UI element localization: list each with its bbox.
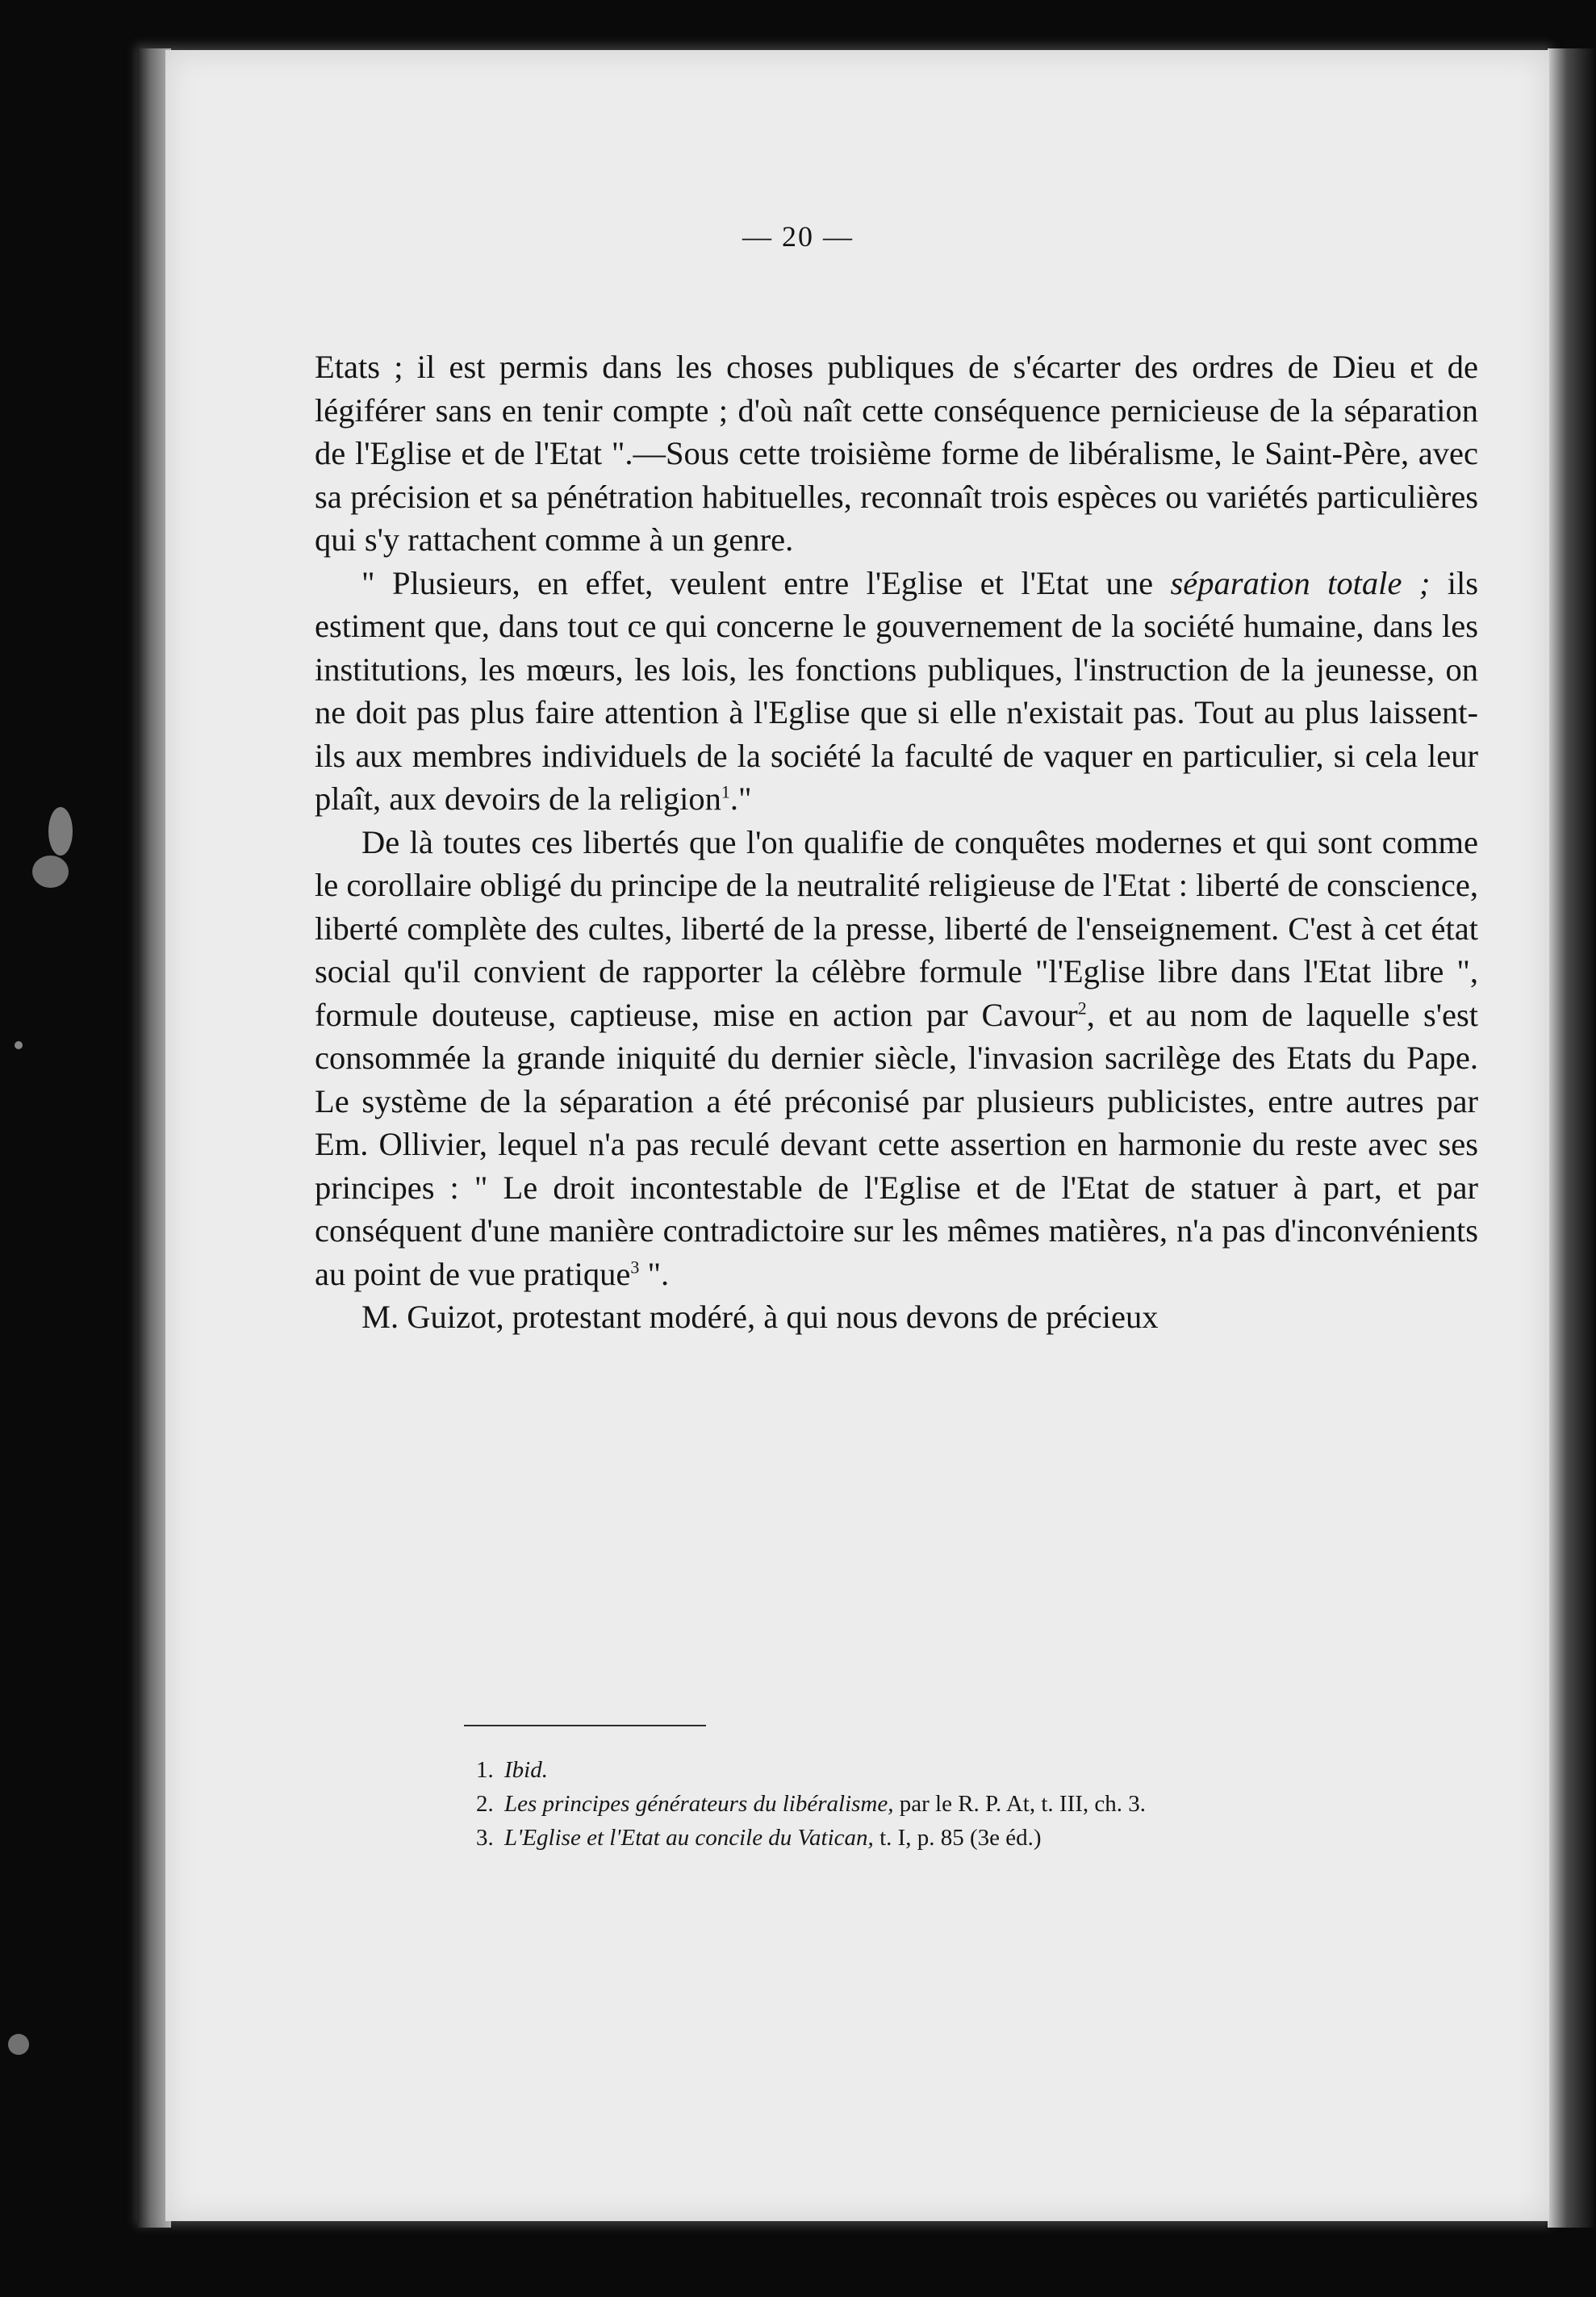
paragraph-2-lead: " Plusieurs, en effet, veulent entre l'Eglise et l'Etat une (361, 564, 1171, 601)
footnote-rest: par le R. P. At, t. III, ch. 3. (893, 1791, 1146, 1817)
paragraph-3 (315, 821, 1478, 1296)
page-right-edge (1548, 48, 1596, 2228)
footnote-2 (476, 1787, 1493, 1821)
body-text (315, 345, 1478, 1339)
scan-speck (15, 1041, 23, 1049)
page-number: — 20 — (742, 220, 854, 253)
paragraph-2-close: ." (729, 780, 752, 817)
paragraph-2 (315, 562, 1478, 821)
footnote-rest: t. I, p. 85 (3e éd.) (873, 1825, 1042, 1851)
scan-speck (32, 856, 69, 888)
footnote-title: Les principes générateurs du libéralisme, (504, 1791, 894, 1817)
scan-speck (48, 807, 73, 856)
footnote-ref-3: 3 (630, 1257, 640, 1277)
footnote-ref-2: 2 (1077, 998, 1087, 1018)
footnote-title: Ibid. (504, 1757, 548, 1783)
footnote-number: 2. (476, 1791, 494, 1817)
footnote-ref-1: 1 (721, 781, 730, 802)
footnote-3 (476, 1821, 1493, 1855)
footnote-number: 3. (476, 1825, 494, 1851)
paragraph-3-part-a: De là toutes ces libertés que l'on qualifie de conquêtes modernes et qui sont comme le corollaire obligé du principe de la neutralité religieuse de l'Etat : liberté de conscience, liberté complète des cultes, liberté de la presse, liberté de l'enseignement. C'est à cet état social qu'il convient de rapporter la célèbre formule "l'Eglise libre dans l'Etat libre ", formule douteuse, captieuse, mise en action par Cavour (315, 823, 1478, 1033)
footnotes (476, 1753, 1493, 1855)
paragraph-3-part-b: , et au nom de laquelle s'est consommée la grande iniquité du dernier siècle, l'invasion sacrilège des Etats du Pape. Le système de la séparation a été préconisé par plusieurs publicistes, entre autres par Em. Ollivier, lequel n'a pas reculé devant cette assertion en harmonie du reste avec ses principes : " Le droit incontestable de l'Eglise et de l'Etat de statuer à part, et par conséquent d'une manière contradictoire sur les mêmes matières, n'a pas d'inconvénients au point de vue pratique (315, 996, 1478, 1292)
scan-speck (8, 2034, 29, 2055)
footnote-separator (464, 1725, 706, 1726)
paragraph-3-part-c: ". (639, 1255, 670, 1292)
paragraph-2-tail: ils estiment que, dans tout ce qui concerne le gouvernement de la société humaine, dans les institutions, les mœurs, les lois, les fonctions publiques, l'instruction de la jeunesse, on ne doit pas plus faire attention à l'Eglise que si elle n'existait pas. Tout au plus laissent-ils aux membres individuels de la société la faculté de vaquer en particulier, si cela leur plaît, aux devoirs de la religion (315, 564, 1479, 817)
paragraph-4: M. Guizot, protestant modéré, à qui nous devons de précieux (361, 1299, 1159, 1335)
paragraph-2-italic: séparation totale ; (1170, 564, 1431, 601)
footnote-number: 1. (476, 1757, 494, 1783)
footnote-1 (476, 1753, 1493, 1787)
footnote-title: L'Eglise et l'Etat au concile du Vatican, (504, 1825, 874, 1851)
paragraph-1: Etats ; il est permis dans les choses publiques de s'écarter des ordres de Dieu et de légiférer sans en tenir compte ; d'où naît cette conséquence pernicieuse de la séparation de l'Eglise et de l'Etat ".—Sous cette troisième forme de libéralisme, le Saint-Père, avec sa précision et sa pénétration habituelles, reconnaît trois espèces ou variétés particulières qui s'y rattachent comme à un genre. (315, 349, 1478, 558)
